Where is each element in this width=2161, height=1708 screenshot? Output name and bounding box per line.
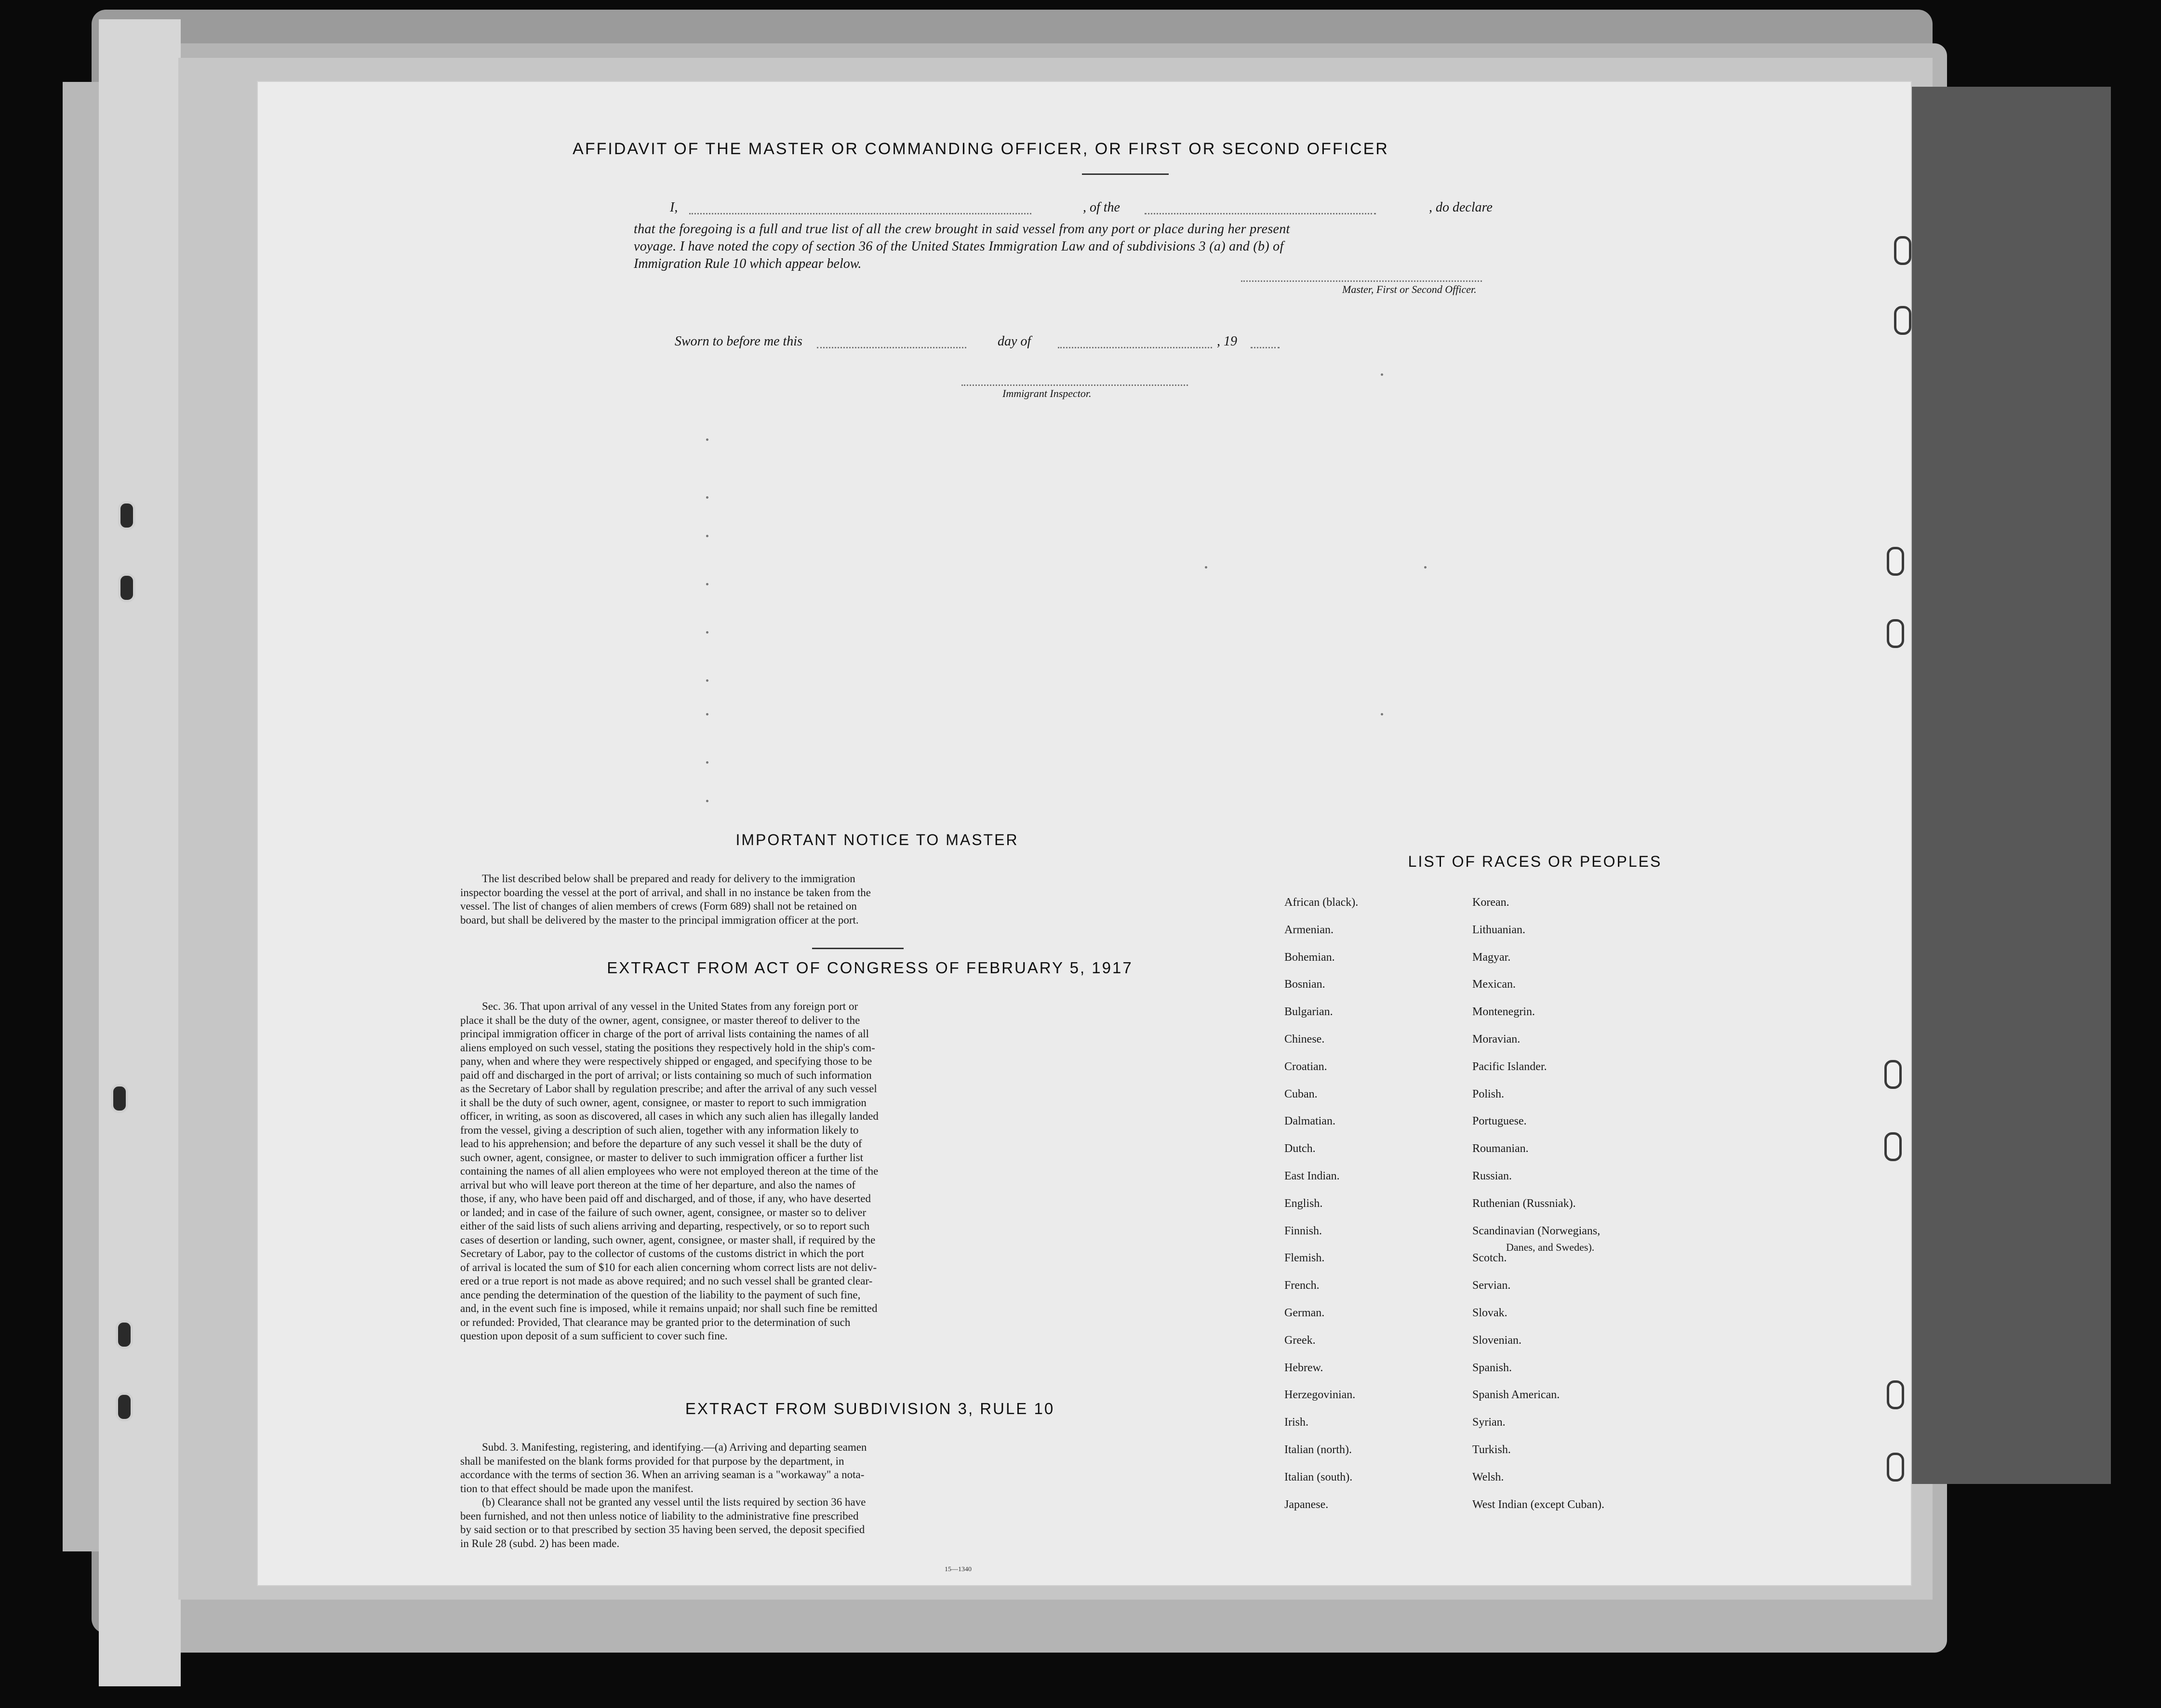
race-item: Bohemian. [1284, 951, 1335, 964]
signature-blank[interactable] [1241, 280, 1482, 282]
act-line: ered or a true report is not made as above required; and no such vessel shall be granted clear- [460, 1275, 873, 1287]
race-item: Magyar. [1472, 951, 1511, 964]
document-page [258, 82, 1911, 1585]
act-line: or refunded: Provided, That clearance may be granted prior to the determination of such [460, 1316, 851, 1328]
race-item: Russian. [1472, 1170, 1512, 1182]
binder-hole-icon [1884, 1060, 1902, 1089]
races-title: LIST OF RACES OR PEOPLES [1408, 853, 1662, 870]
binder-hole-icon [1894, 236, 1911, 265]
race-item: West Indian (except Cuban). [1472, 1498, 1604, 1511]
race-item: Bulgarian. [1284, 1006, 1333, 1019]
act-line: pany, when and where they were respectively shipped or engaged, and specifying those to be [460, 1055, 872, 1067]
affidavit-text: Immigration Rule 10 which appear below. [634, 256, 862, 271]
act-text [460, 1000, 1280, 1343]
race-item: Croatian. [1284, 1060, 1327, 1073]
race-item: Slovenian. [1472, 1334, 1521, 1347]
binder-hole-icon [1894, 306, 1911, 335]
race-item: African (black). [1284, 896, 1359, 909]
act-line: those, if any, who have been paid off and discharged, and of those, if any, who have deserted [460, 1192, 871, 1205]
rule-title: EXTRACT FROM SUBDIVISION 3, RULE 10 [685, 1400, 1055, 1417]
act-line: question upon deposit of a sum sufficient to cover such fine. [460, 1330, 728, 1342]
race-item: Slovak. [1472, 1307, 1507, 1319]
affidavit-text: that the foregoing is a full and true list of all the crew brought in said vessel from any port or place during her present [634, 222, 1290, 237]
affidavit-declare: , do declare [1429, 200, 1493, 215]
binder-hole-icon [1887, 1453, 1904, 1482]
race-item: Irish. [1284, 1416, 1308, 1429]
race-item: Korean. [1472, 896, 1509, 909]
affidavit-text: voyage. I have noted the copy of section 36 of the United States Immigration Law and of subdivisions 3 (a) and (b) of [634, 239, 1284, 254]
inspector-label: Immigrant Inspector. [1002, 387, 1092, 399]
race-item: Scotch. [1472, 1252, 1507, 1265]
rule-line: by said section or to that prescribed by section 35 having been served, the deposit specified [460, 1523, 865, 1536]
divider [1082, 173, 1169, 175]
notice-line: vessel. The list of changes of alien members of crews (Form 689) shall not be retained on [460, 900, 857, 912]
day-of-text: day of [998, 334, 1031, 349]
race-item: Spanish American. [1472, 1389, 1560, 1402]
binder-hole-icon [116, 1320, 133, 1349]
notice-line: inspector boarding the vessel at the port of arrival, and shall in no instance be taken from the [460, 886, 871, 899]
speck [1381, 713, 1383, 715]
speck [1381, 373, 1383, 376]
act-line: arrival but who will leave port thereon at the time of her departure, and also the names of [460, 1178, 856, 1191]
speck [1424, 566, 1427, 569]
race-item: Chinese. [1284, 1033, 1325, 1046]
act-line: such owner, agent, consignee, or master to deliver to such immigration officer a further list [460, 1151, 863, 1164]
background-page-edge [99, 19, 181, 1686]
rule-text [460, 1441, 1280, 1550]
race-item: Herzegovinian. [1284, 1389, 1356, 1402]
binder-hole-icon [1887, 547, 1904, 576]
act-line: principal immigration officer in charge of the port of arrival lists containing the names of all [460, 1028, 869, 1040]
race-item: East Indian. [1284, 1170, 1340, 1182]
speck [706, 438, 708, 441]
act-line: place it shall be the duty of the owner, agent, consignee, or master thereof to deliver to the [460, 1014, 860, 1026]
race-item: Dalmatian. [1284, 1115, 1335, 1128]
act-line: lead to his apprehension; and before the departure of any such vessel it shall be the duty of [460, 1138, 862, 1150]
year-blank[interactable] [1251, 347, 1280, 348]
race-item: English. [1284, 1197, 1323, 1210]
act-line: as the Secretary of Labor shall by regulation prescribe; and after the arrival of any such vessel [460, 1083, 877, 1095]
race-item: Cuban. [1284, 1087, 1318, 1100]
race-item: French. [1284, 1279, 1320, 1292]
act-line: officer, in writing, as soon as discovered, all cases in which any such alien has illegally landed [460, 1110, 879, 1122]
race-item: Italian (north). [1284, 1443, 1352, 1456]
act-line: of arrival is located the sum of $10 for each alien concerning whom correct lists are not deliv- [460, 1261, 877, 1273]
rule-line: shall be manifested on the blank forms provided for that purpose by the department, in [460, 1455, 844, 1467]
race-item: Mexican. [1472, 978, 1516, 991]
race-item: Polish. [1472, 1087, 1505, 1100]
act-line: either of the said lists of such aliens arriving and departing, respectively, or so to report such [460, 1220, 870, 1232]
binder-hole-icon [1887, 619, 1904, 648]
rule-line: been furnished, and not then unless notice of liability to the administrative fine prescribed [460, 1509, 859, 1522]
race-item: Pacific Islander. [1472, 1060, 1547, 1073]
divider [812, 948, 904, 949]
binder-hole-icon [1884, 1132, 1902, 1161]
affidavit-i: I, [670, 200, 678, 215]
race-item: Armenian. [1284, 923, 1334, 936]
affidavit-of-the: , of the [1083, 200, 1120, 215]
act-line: cases of desertion or landing, such owner, agent, consignee, or master shall, if required by the [460, 1233, 876, 1246]
act-line: or landed; and in case of the failure of such owner, agent, consignee, or master so to deliver [460, 1206, 867, 1218]
notice-text [460, 872, 1280, 927]
binder-hole-icon [118, 573, 135, 602]
speck [706, 631, 708, 634]
notice-title: IMPORTANT NOTICE TO MASTER [735, 831, 1019, 848]
vessel-blank[interactable] [1145, 213, 1376, 214]
race-item: Montenegrin. [1472, 1006, 1535, 1019]
act-title: EXTRACT FROM ACT OF CONGRESS OF FEBRUARY 5, 1917 [607, 959, 1133, 977]
race-item: Turkish. [1472, 1443, 1511, 1456]
race-item: Scandinavian (Norwegians, [1472, 1224, 1601, 1237]
speck [706, 761, 708, 764]
race-item: Welsh. [1472, 1470, 1504, 1483]
act-line: Sec. 36. That upon arrival of any vessel in the United States from any foreign port or [482, 1000, 858, 1012]
act-line: and, in the event such fine is imposed, while it remains unpaid; nor shall such fine be remitted [460, 1302, 878, 1314]
speck [706, 583, 708, 585]
race-item: Lithuanian. [1472, 923, 1525, 936]
speck [706, 535, 708, 537]
race-item: Portuguese. [1472, 1115, 1527, 1128]
race-item: Flemish. [1284, 1252, 1325, 1265]
act-line: paid off and discharged in the port of arrival; or lists containing so much of such information [460, 1069, 872, 1081]
race-item: Japanese. [1284, 1498, 1329, 1511]
act-line: aliens employed on such vessel, stating the positions they respectively hold in the ship's com- [460, 1041, 875, 1054]
race-item: Greek. [1284, 1334, 1316, 1347]
race-item: Spanish. [1472, 1361, 1512, 1374]
binder-hole-icon [116, 1392, 133, 1421]
notice-line: board, but shall be delivered by the master to the principal immigration officer at the port. [460, 914, 859, 926]
notice-line: The list described below shall be prepared and ready for delivery to the immigration [482, 873, 855, 885]
speck [706, 800, 708, 802]
rule-line: accordance with the terms of section 36. When an arriving seaman is a "workaway" a nota- [460, 1469, 865, 1481]
day-blank[interactable] [817, 347, 966, 348]
race-item: Syrian. [1472, 1416, 1506, 1429]
act-line: ance pending the determination of the question of the liability to the payment of such fine, [460, 1288, 861, 1301]
month-blank[interactable] [1058, 347, 1212, 348]
sworn-text: Sworn to before me this [675, 334, 802, 349]
speck [706, 496, 708, 499]
binder-hole-icon [118, 501, 135, 530]
race-item: Bosnian. [1284, 978, 1325, 991]
act-line: from the vessel, giving a description of such alien, together with any information likely to [460, 1124, 859, 1136]
speck [706, 679, 708, 682]
race-item: Finnish. [1284, 1224, 1322, 1237]
year-text: , 19 [1217, 334, 1237, 349]
race-item: German. [1284, 1307, 1325, 1319]
binder-hole-icon [1887, 1380, 1904, 1409]
affidavit-title: AFFIDAVIT OF THE MASTER OR COMMANDING OFFICER, OR FIRST OR SECOND OFFICER [573, 140, 1389, 158]
rule-line: in Rule 28 (subd. 2) has been made. [460, 1537, 620, 1549]
form-number: 15—1340 [945, 1566, 972, 1573]
rule-line: Subd. 3. Manifesting, registering, and identifying.—(a) Arriving and departing seamen [482, 1441, 867, 1453]
speck [706, 713, 708, 715]
race-item-continued: Danes, and Swedes). [1506, 1241, 1595, 1253]
name-blank[interactable] [689, 213, 1031, 214]
race-item: Roumanian. [1472, 1142, 1529, 1155]
inspector-blank[interactable] [961, 384, 1188, 386]
race-item: Dutch. [1284, 1142, 1316, 1155]
act-line: Secretary of Labor, pay to the collector of customs of the customs district in which the port [460, 1247, 864, 1259]
race-item: Moravian. [1472, 1033, 1521, 1046]
binder-hole-icon [111, 1084, 128, 1113]
act-line: containing the names of all alien employees who were not employed thereon at the time of the [460, 1165, 879, 1177]
signature-label: Master, First or Second Officer. [1342, 283, 1477, 295]
race-item: Italian (south). [1284, 1470, 1353, 1483]
race-item: Ruthenian (Russniak). [1472, 1197, 1576, 1210]
race-item: Hebrew. [1284, 1361, 1323, 1374]
rule-line: tion to that effect should be made upon the manifest. [460, 1482, 694, 1495]
race-item: Servian. [1472, 1279, 1511, 1292]
act-line: it shall be the duty of such owner, agent, consignee, or master to report to such immigration [460, 1096, 867, 1109]
speck [1205, 566, 1207, 569]
rule-line: (b) Clearance shall not be granted any vessel until the lists required by section 36 have [482, 1496, 866, 1508]
